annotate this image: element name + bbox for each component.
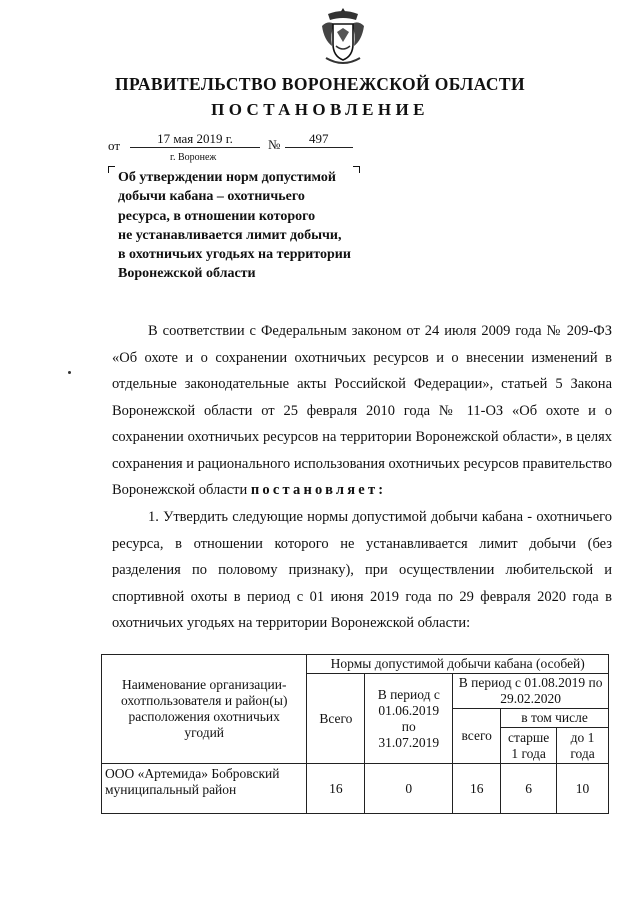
header-org-name: Наименование организации-охотпользователя и район(ы) расположения охотничьих угодий: [102, 655, 307, 764]
subject-bracket-left: [108, 166, 115, 173]
norms-table: [101, 654, 609, 814]
subject-line: Об утверждении норм допустимой: [118, 170, 336, 185]
number-prefix: №: [268, 137, 281, 152]
header-period-2: В период с 01.08.2019 по 29.02.2020: [453, 674, 609, 709]
preamble-text: В соответствии с Федеральным законом от 24 июля 2009 года № 209-ФЗ «Об охоте и о сохранении охотничьих ресурсов и о внесении изменений в отдельные законодательные акты Российской Федерации», статьей 5 Закона Воронежской области от 25 февраля 2010 года № 11-ОЗ «Об охоте и о сохранении охотничьих ресурсов на территории Воронежской области», в целях сохранения и рационального использования охотничьих ресурсов правительство Воронежской области: [112, 323, 612, 498]
table-row: [102, 764, 609, 814]
row-period-1: 0: [365, 764, 453, 814]
government-title: ПРАВИТЕЛЬСТВО ВОРОНЕЖСКОЙ ОБЛАСТИ: [114, 74, 526, 94]
document-type-title: ПОСТАНОВЛЕНИЕ: [211, 100, 429, 119]
subject-line: в охотничьих угодьях на территории: [118, 247, 351, 263]
decree-word: постановляет:: [250, 482, 387, 498]
document-date: 17 мая 2019 г.: [130, 131, 260, 148]
subject-line: не устанавливается лимит добычи,: [118, 227, 342, 243]
item-1-text: 1. Утвердить следующие нормы допустимой добычи кабана - охотничьего ресурса, в отношении которого не устанавливается лимит добычи (без разделения по половому признаку), при осуществлении любительской и спортивной охоты в период с 01 июня 2019 года по 29 февраля 2020 года в охотничьих угодьях на территории Воронежской области:: [112, 509, 612, 631]
coat-of-arms-icon: [318, 6, 368, 66]
city-label: г. Воронеж: [170, 152, 217, 163]
scan-speck: [68, 371, 71, 374]
subject-line: добычи кабана – охотничьего: [118, 189, 305, 205]
item-1-paragraph: [112, 504, 612, 637]
row-total: 16: [307, 764, 365, 814]
subject-line: Воронежской области: [118, 266, 256, 282]
header-including: в том числе: [501, 709, 609, 728]
document-number: 497: [285, 131, 353, 148]
header-younger: до 1 года: [557, 728, 609, 764]
preamble-paragraph: [112, 318, 612, 504]
subject-line: ресурса, в отношении которого: [118, 208, 316, 224]
date-prefix: от: [108, 138, 121, 153]
header-total-2: всего: [453, 709, 501, 764]
row-org-name: ООО «Артемида» Бобровский муниципальный район: [102, 764, 307, 814]
row-older: 6: [501, 764, 557, 814]
row-younger: 10: [557, 764, 609, 814]
header-total: Всего: [307, 674, 365, 764]
header-norms-group: Нормы допустимой добычи кабана (особей): [307, 655, 609, 674]
document-subject: [118, 168, 378, 284]
header-older: старше 1 года: [501, 728, 557, 764]
row-total-2: 16: [453, 764, 501, 814]
header-period-1: В период с 01.06.2019 по 31.07.2019: [365, 674, 453, 764]
